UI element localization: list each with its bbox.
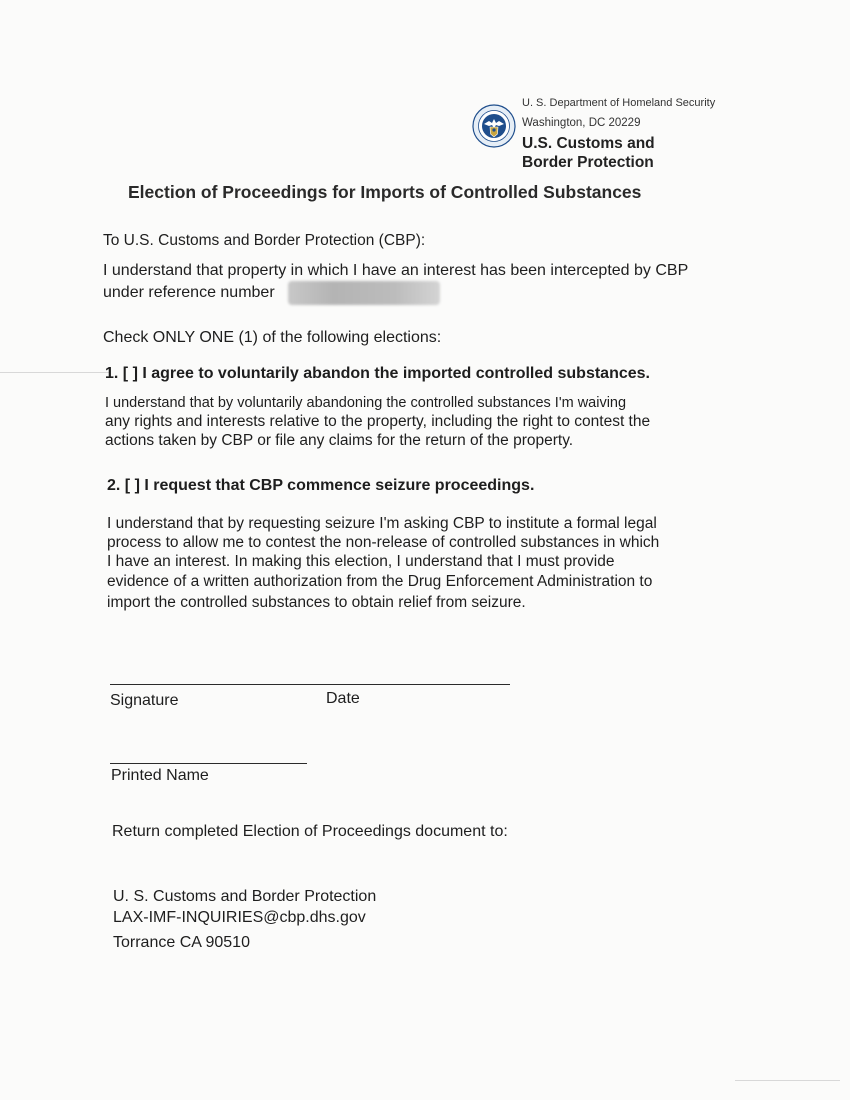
return-address-line: U. S. Customs and Border Protection [113,888,377,905]
option-2-line: I have an interest. In making this election, I understand that I must provide [107,553,615,570]
return-address-line: Torrance CA 90510 [113,934,250,951]
option-2-heading: 2. [ ] I request that CBP commence seizure proceedings. [107,477,535,494]
option-1-line: actions taken by CBP or file any claims for the return of the property. [105,432,574,449]
option-2-line: import the controlled substances to obtain relief from seizure. [107,594,526,611]
scan-artifact-line [0,372,110,373]
agency-name-line1: U.S. Customs and [522,135,655,152]
agency-name-line2: Border Protection [522,154,654,171]
signature-date-line [110,684,510,685]
option-2-line: I understand that by requesting seizure I'm asking CBP to institute a formal legal [107,515,657,532]
page-title: Election of Proceedings for Imports of Controlled Substances [128,182,642,202]
redacted-reference-number [288,281,440,305]
intro-line-1: I understand that property in which I have an interest has been intercepted by CBP [103,262,689,279]
printed-name-label: Printed Name [111,767,209,784]
dhs-seal-icon [472,104,516,148]
department-name: U. S. Department of Homeland Security [522,97,716,109]
option-1-line: any rights and interests relative to the property, including the right to contest the [105,413,651,430]
option-2-line: process to allow me to contest the non-release of controlled substances in which [107,534,660,551]
printed-name-line [110,763,307,764]
return-instruction: Return completed Election of Proceedings document to: [112,823,508,840]
election-instruction: Check ONLY ONE (1) of the following elections: [103,329,442,346]
option-1-line: I understand that by voluntarily abandoning the controlled substances I'm waiving [105,395,627,411]
return-email: LAX-IMF-INQUIRIES@cbp.dhs.gov [113,909,366,926]
intro-line-2: under reference number [103,284,275,301]
date-label: Date [326,690,360,707]
scan-artifact-line [735,1080,840,1081]
signature-label: Signature [110,692,179,709]
option-2-line: evidence of a written authorization from the Drug Enforcement Administration to [107,573,653,590]
department-address: Washington, DC 20229 [522,117,641,129]
salutation: To U.S. Customs and Border Protection (CBP): [103,232,426,249]
option-1-heading: 1. [ ] I agree to voluntarily abandon the imported controlled substances. [105,365,650,382]
